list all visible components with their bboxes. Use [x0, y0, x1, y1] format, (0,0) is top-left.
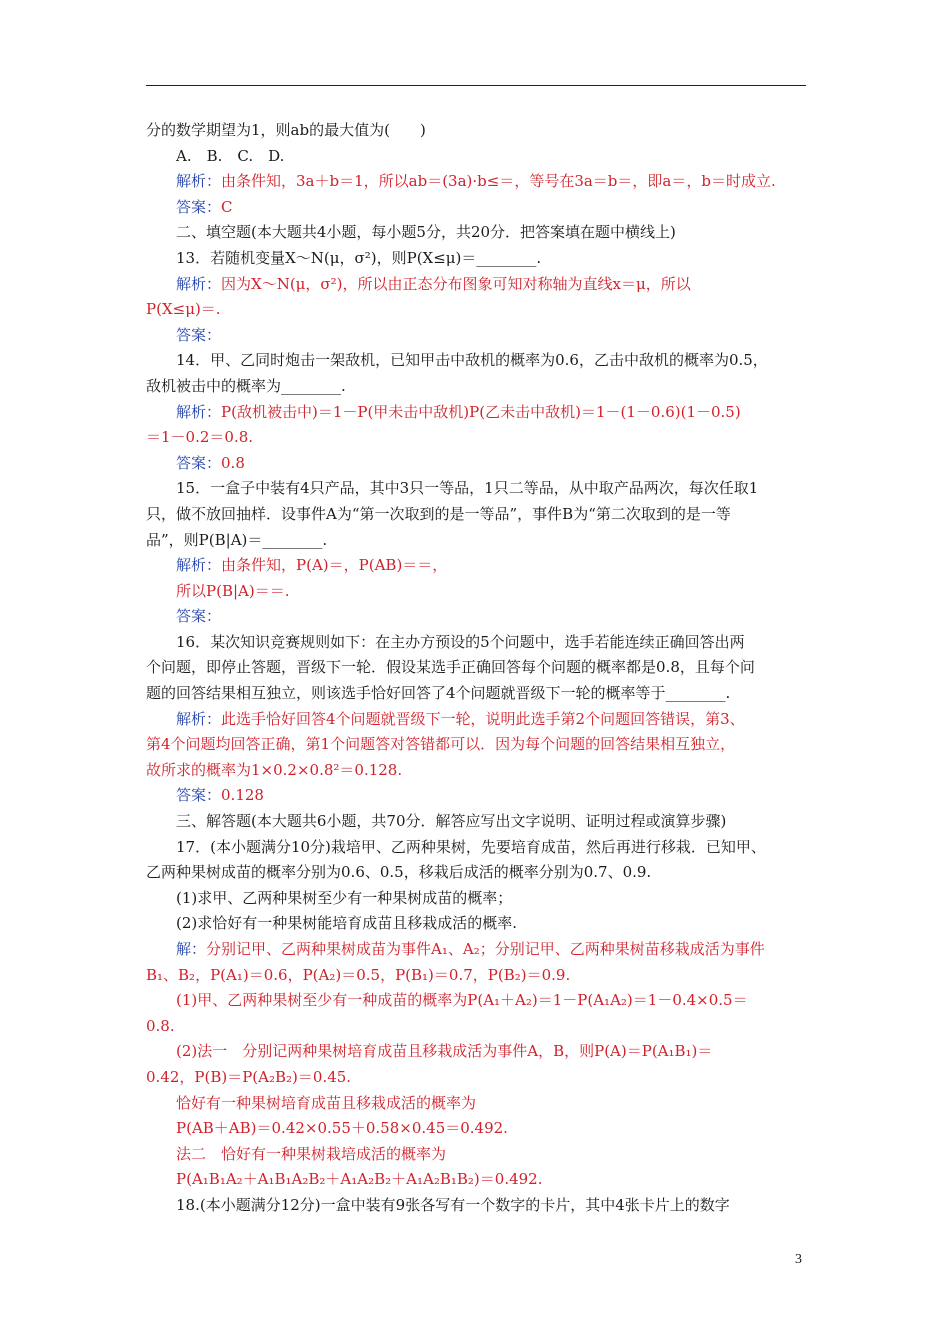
answer-label: 解析：	[176, 556, 222, 575]
text-line	[146, 1142, 806, 1168]
solution-text: (1)甲、乙两种果树至少有一种成苗的概率为P(A₁＋A₂)＝1－P(A₁A₂)＝1－0.4×0.5＝	[176, 991, 748, 1010]
text-line	[146, 1116, 806, 1142]
text-line	[146, 374, 806, 400]
text-line	[146, 963, 806, 989]
solution-text: P(AB＋AB)＝0.42×0.55＋0.58×0.45＝0.492.	[176, 1119, 508, 1138]
solution-text: 此选手恰好回答4个问题就晋级下一轮，说明此选手第2个问题回答错误，第3、	[221, 709, 745, 728]
solution-text: P(敌机被击中)＝1－P(甲未击中敌机)P(乙未击中敌机)＝1－(1－0.6)(1－0.5)	[221, 402, 741, 421]
answer-label: 解：	[176, 940, 207, 958]
text-line	[146, 860, 806, 886]
text-line	[146, 1091, 806, 1117]
question-text: 18.(本小题满分12分)一盒中装有9张各写有一个数字的卡片，其中4张卡片上的数字	[176, 1195, 730, 1214]
question-text: 品”，则P(B|A)＝________.	[146, 530, 328, 549]
text-line	[146, 630, 806, 656]
question-text: 14．甲、乙同时炮击一架敌机，已知甲击中敌机的概率为0.6，乙击中敌机的概率为0.5，	[176, 351, 768, 370]
text-line	[146, 604, 806, 630]
answer-label: 答案：	[176, 786, 222, 805]
question-text: 题的回答结果相互独立，则该选手恰好回答了4个问题就晋级下一轮的概率等于________.	[146, 684, 731, 703]
answer-label: 解析：	[176, 172, 222, 191]
question-text: 13．若随机变量X～N(μ，σ²)，则P(X≤μ)＝________.	[176, 248, 542, 267]
text-line	[146, 144, 806, 170]
solution-text: 恰好有一种果树培育成苗且移栽成活的概率为	[176, 1093, 477, 1112]
text-line	[146, 707, 806, 733]
solution-text: 因为X～N(μ，σ²)，所以由正态分布图象可知对称轴为直线x＝μ，所以	[221, 274, 691, 293]
text-line	[146, 809, 806, 835]
solution-text: P(X≤μ)＝.	[146, 300, 221, 319]
solution-text: ＝1－0.2＝0.8.	[146, 428, 254, 447]
question-text: 16．某次知识竞赛规则如下：在主办方预设的5个问题中，选手若能连续正确回答出两	[176, 632, 745, 651]
text-line	[146, 937, 806, 963]
solution-text: P(A₁B₁A₂＋A₁B₁A₂B₂＋A₁A₂B₂＋A₁A₂B₁B₂)＝0.492.	[176, 1170, 543, 1189]
text-line	[146, 246, 806, 272]
solution-text: 故所求的概率为1×0.2×0.8²＝0.128.	[146, 760, 403, 779]
solution-text: 0.8.	[146, 1016, 175, 1035]
answer-label: 解析：	[176, 274, 222, 293]
text-line	[146, 1193, 806, 1219]
text-line	[146, 195, 806, 221]
answer-label: 解析：	[176, 709, 222, 728]
question-text: 分的数学期望为1，则ab的最大值为( )	[146, 121, 426, 139]
question-text: 三、解答题(本大题共6小题，共70分．解答应写出文字说明、证明过程或演算步骤)	[176, 812, 727, 831]
answer-label: 答案：	[176, 197, 222, 216]
text-line	[146, 783, 806, 809]
text-line	[146, 911, 806, 937]
text-line	[146, 400, 806, 426]
document-body	[146, 118, 806, 1219]
solution-text: 法二 恰好有一种果树栽培成活的概率为	[176, 1144, 447, 1163]
text-line	[146, 118, 806, 144]
solution-text: 0.8	[221, 453, 245, 472]
question-text: A. B. C. D.	[176, 146, 285, 165]
question-text: 17．(本小题满分10分)栽培甲、乙两种果树，先要培育成苗，然后再进行移栽．已知甲、	[176, 837, 766, 856]
answer-label: 解析：	[176, 402, 222, 421]
text-line	[146, 579, 806, 605]
text-line	[146, 502, 806, 528]
text-line	[146, 220, 806, 246]
text-line	[146, 988, 806, 1014]
text-line	[146, 1167, 806, 1193]
question-text: (1)求甲、乙两种果树至少有一种果树成苗的概率；	[176, 888, 513, 907]
text-line	[146, 297, 806, 323]
question-text: 个问题，即停止答题，晋级下一轮．假设某选手正确回答每个问题的概率都是0.8，且每个问	[146, 658, 755, 677]
answer-label: 答案：	[176, 325, 222, 344]
text-line	[146, 528, 806, 554]
solution-text: 第4个问题均回答正确，第1个问题答对答错都可以．因为每个问题的回答结果相互独立，	[146, 735, 736, 754]
question-text: 15．一盒子中装有4只产品，其中3只一等品，1只二等品，从中取产品两次，每次任取1	[176, 479, 759, 498]
text-line	[146, 1065, 806, 1091]
text-line	[146, 476, 806, 502]
text-line	[146, 451, 806, 477]
question-text: 敌机被击中的概率为________.	[146, 376, 346, 395]
text-line	[146, 758, 806, 784]
solution-text: (2)法一 分别记两种果树培育成苗且移栽成活为事件A，B，则P(A)＝P(A₁B₁)＝	[176, 1042, 713, 1061]
solution-text: 所以P(B|A)＝＝.	[176, 581, 290, 600]
text-line	[146, 553, 806, 579]
text-line	[146, 272, 806, 298]
text-line	[146, 655, 806, 681]
page-number: 3	[795, 1252, 802, 1267]
text-line	[146, 1014, 806, 1040]
text-line	[146, 1039, 806, 1065]
text-line	[146, 681, 806, 707]
question-text: 二、填空题(本大题共4小题，每小题5分，共20分．把答案填在题中横线上)	[176, 223, 676, 242]
answer-label: 答案：	[176, 607, 222, 626]
text-line	[146, 886, 806, 912]
text-line	[146, 348, 806, 374]
text-line	[146, 732, 806, 758]
solution-text: 分别记甲、乙两种果树成苗为事件A₁、A₂；分别记甲、乙两种果树苗移栽成活为事件	[206, 940, 765, 958]
text-line	[146, 835, 806, 861]
solution-text: 0.128	[221, 786, 264, 805]
question-text: 乙两种果树成苗的概率分别为0.6、0.5，移栽后成活的概率分别为0.7、0.9.	[146, 863, 652, 882]
text-line	[146, 169, 806, 195]
text-line	[146, 323, 806, 349]
solution-text: 由条件知，3a＋b＝1，所以ab＝(3a)·b≤＝，等号在3a＝b＝，即a＝，b＝时成立.	[221, 172, 776, 191]
text-line	[146, 425, 806, 451]
solution-text: B₁、B₂，P(A₁)＝0.6，P(A₂)＝0.5，P(B₁)＝0.7，P(B₂)＝0.9.	[146, 965, 571, 984]
answer-label: 答案：	[176, 453, 222, 472]
solution-text: C	[221, 197, 233, 216]
header-rule	[146, 85, 806, 86]
question-text: (2)求恰好有一种果树能培育成苗且移栽成活的概率.	[176, 914, 518, 933]
solution-text: 由条件知，P(A)＝，P(AB)＝＝，	[221, 556, 448, 575]
solution-text: 0.42，P(B)＝P(A₂B₂)＝0.45.	[146, 1067, 352, 1086]
question-text: 只，做不放回抽样．设事件A为“第一次取到的是一等品”，事件B为“第二次取到的是一等	[146, 504, 731, 523]
